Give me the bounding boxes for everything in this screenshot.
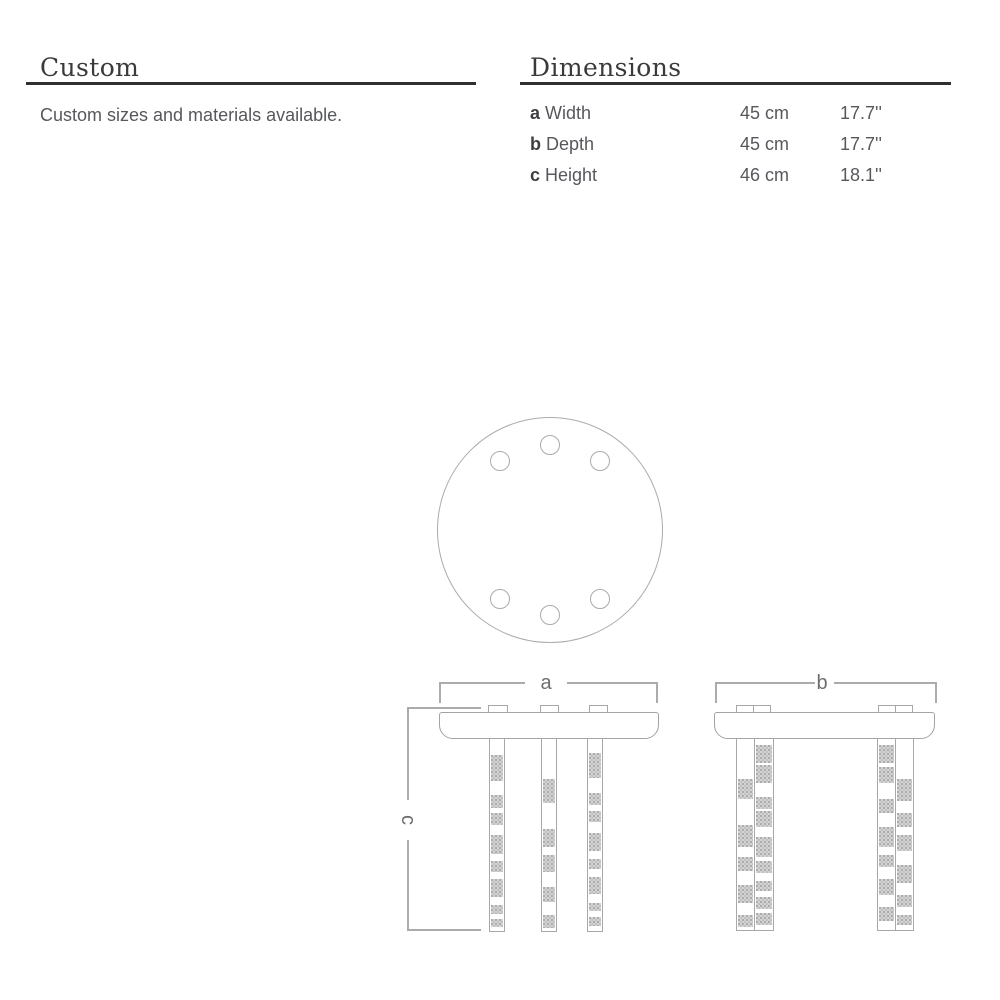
leg-texture-band bbox=[589, 811, 601, 822]
dimension-row bbox=[530, 134, 960, 165]
dim-a-line-right bbox=[567, 682, 657, 684]
dim-b-label: b bbox=[816, 672, 828, 694]
dim-b-line-left bbox=[715, 682, 815, 684]
dim-a-tick-left bbox=[439, 682, 441, 703]
dim-b-line-right bbox=[834, 682, 936, 684]
dimension-imperial: 18.1'' bbox=[840, 165, 882, 185]
leg-hole-circle bbox=[540, 435, 560, 455]
leg-texture-band bbox=[897, 895, 912, 907]
dim-b-tick-left bbox=[715, 682, 717, 703]
leg-texture-band bbox=[491, 755, 503, 781]
dimension-key: b bbox=[530, 134, 541, 154]
leg-texture-band bbox=[897, 835, 912, 851]
dimension-label: Depth bbox=[541, 134, 595, 154]
custom-body-text: Custom sizes and materials available. bbox=[40, 105, 343, 125]
stool-leg bbox=[754, 739, 774, 931]
leg-texture-band bbox=[756, 861, 772, 873]
custom-heading: Custom bbox=[40, 53, 140, 82]
leg-texture-band bbox=[491, 879, 503, 897]
leg-texture-band bbox=[543, 855, 555, 872]
stool-leg bbox=[489, 739, 505, 932]
leg-texture-band bbox=[897, 779, 912, 801]
tabletop-side bbox=[714, 712, 935, 739]
leg-texture-band bbox=[589, 917, 601, 926]
leg-texture-band bbox=[756, 913, 772, 925]
leg-texture-band bbox=[756, 745, 772, 763]
leg-texture-band bbox=[756, 897, 772, 909]
leg-texture-band bbox=[879, 827, 894, 847]
leg-hole-circle bbox=[540, 605, 560, 625]
dim-a-line-left bbox=[439, 682, 525, 684]
dim-c-line-bottom bbox=[407, 840, 409, 930]
leg-hole-circle bbox=[490, 589, 510, 609]
leg-texture-band bbox=[879, 855, 894, 867]
dimension-label: Width bbox=[540, 103, 592, 123]
dim-c-tick-top bbox=[407, 707, 481, 709]
leg-texture-band bbox=[738, 825, 753, 847]
leg-texture-band bbox=[738, 915, 753, 927]
leg-texture-band bbox=[879, 799, 894, 813]
dim-c-line-top bbox=[407, 707, 409, 800]
leg-texture-band bbox=[756, 837, 772, 857]
leg-texture-band bbox=[589, 753, 601, 778]
leg-texture-band bbox=[738, 857, 753, 871]
leg-texture-band bbox=[491, 919, 503, 927]
stool-leg bbox=[877, 739, 896, 931]
leg-texture-band bbox=[491, 795, 503, 808]
dimension-metric: 45 cm bbox=[740, 134, 790, 154]
stool-leg bbox=[895, 739, 914, 931]
dimension-row bbox=[530, 165, 960, 196]
leg-texture-band bbox=[756, 797, 772, 809]
leg-texture-band bbox=[543, 779, 555, 803]
leg-texture-band bbox=[491, 835, 503, 854]
dimension-imperial: 17.7'' bbox=[840, 103, 882, 123]
leg-texture-band bbox=[491, 861, 503, 872]
leg-texture-band bbox=[589, 859, 601, 869]
dim-c-label: c bbox=[397, 815, 419, 825]
leg-texture-band bbox=[756, 765, 772, 783]
tabletop-front bbox=[439, 712, 659, 739]
stool-leg bbox=[587, 739, 603, 932]
leg-texture-band bbox=[879, 907, 894, 921]
leg-texture-band bbox=[897, 915, 912, 925]
leg-texture-band bbox=[589, 877, 601, 894]
dimensions-heading-rule bbox=[520, 82, 951, 85]
leg-texture-band bbox=[543, 915, 555, 928]
dim-a-tick-right bbox=[656, 682, 658, 703]
dimension-imperial: 17.7'' bbox=[840, 134, 882, 154]
leg-hole-circle bbox=[590, 589, 610, 609]
dimension-key: c bbox=[530, 165, 541, 185]
dimension-key: a bbox=[530, 103, 541, 123]
dimensions-heading: Dimensions bbox=[530, 53, 682, 82]
dimension-label: Height bbox=[540, 165, 598, 185]
leg-texture-band bbox=[589, 833, 601, 851]
dim-c-tick-bottom bbox=[407, 929, 481, 931]
leg-texture-band bbox=[491, 905, 503, 914]
leg-texture-band bbox=[879, 767, 894, 783]
leg-texture-band bbox=[756, 881, 772, 891]
leg-texture-band bbox=[897, 865, 912, 883]
leg-texture-band bbox=[589, 903, 601, 911]
dim-a-label: a bbox=[540, 672, 552, 694]
leg-texture-band bbox=[543, 887, 555, 902]
leg-texture-band bbox=[738, 885, 753, 903]
leg-texture-band bbox=[879, 745, 894, 763]
dimension-metric: 45 cm bbox=[740, 103, 790, 123]
leg-texture-band bbox=[738, 779, 753, 799]
dimension-metric: 46 cm bbox=[740, 165, 790, 185]
stool-leg bbox=[736, 739, 755, 931]
leg-texture-band bbox=[543, 829, 555, 847]
leg-texture-band bbox=[756, 811, 772, 827]
dimension-row bbox=[530, 103, 960, 134]
dim-b-tick-right bbox=[935, 682, 937, 703]
custom-heading-rule bbox=[26, 82, 476, 85]
leg-texture-band bbox=[491, 813, 503, 825]
leg-texture-band bbox=[589, 793, 601, 805]
leg-texture-band bbox=[879, 879, 894, 895]
dimensions-table bbox=[530, 103, 960, 196]
leg-texture-band bbox=[897, 813, 912, 827]
stool-leg bbox=[541, 739, 557, 932]
